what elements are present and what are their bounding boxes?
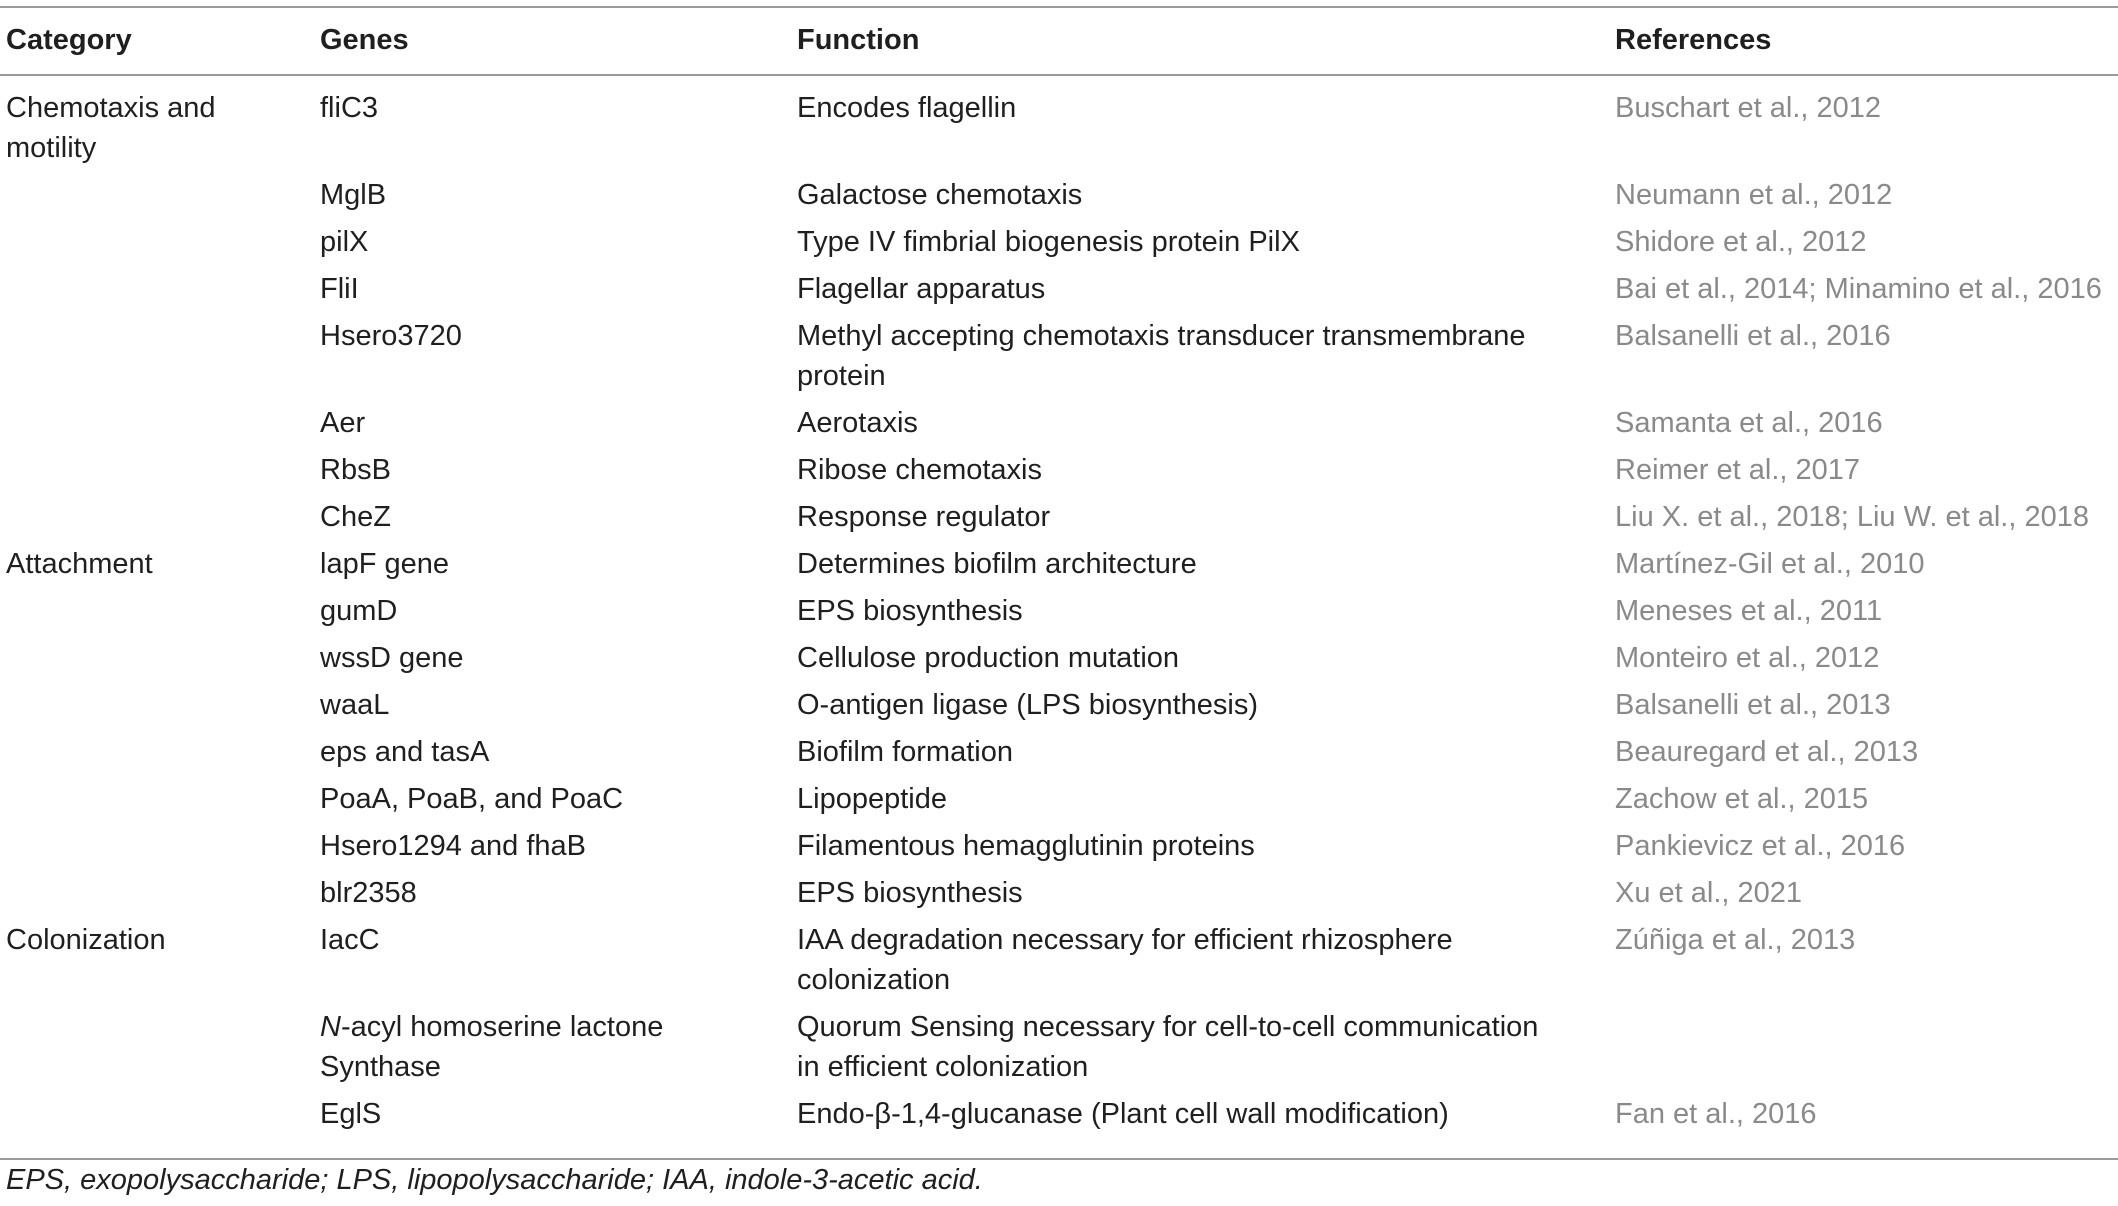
cell-references: Xu et al., 2021 [1615, 877, 1803, 909]
cell-genes [320, 1000, 797, 1087]
bottom-rule [0, 1158, 2118, 1160]
cell-category [0, 772, 320, 819]
genes-text: -acyl homoserine lactone Synthase [320, 1011, 664, 1083]
cell-category: Attachment [6, 548, 153, 580]
cell-function: Encodes flagellin [797, 92, 1017, 124]
cell-references: Zachow et al., 2015 [1615, 783, 1869, 815]
cell-references: Meneses et al., 2011 [1615, 595, 1883, 627]
cell-function: Determines biofilm architecture [797, 548, 1197, 580]
table-body [0, 76, 2118, 1134]
cell-category [0, 819, 320, 866]
cell-category: Chemotaxis and motility [6, 92, 216, 164]
cell-genes: RbsB [320, 454, 391, 486]
header-references: References [1615, 24, 1772, 56]
cell-genes: MglB [320, 179, 387, 211]
cell-genes: Aer [320, 407, 366, 439]
table-row [0, 168, 2118, 215]
cell-references: Pankievicz et al., 2016 [1615, 830, 1906, 862]
cell-function: Quorum Sensing necessary for cell-to-cell communication in efficient colonization [797, 1011, 1539, 1083]
cell-references: Zúñiga et al., 2013 [1615, 924, 1856, 956]
table-row [0, 584, 2118, 631]
header-category: Category [6, 24, 132, 56]
cell-references: Balsanelli et al., 2013 [1615, 689, 1891, 721]
cell-genes: fliC3 [320, 92, 379, 124]
cell-function: Type IV fimbrial biogenesis protein PilX [797, 226, 1300, 258]
cell-references: Monteiro et al., 2012 [1615, 642, 1880, 674]
table-row [0, 866, 2118, 913]
cell-genes: gumD [320, 595, 398, 627]
cell-function: Lipopeptide [797, 783, 947, 815]
table-row [0, 490, 2118, 537]
cell-category [0, 309, 320, 396]
genes-italic-prefix: N [320, 1011, 341, 1043]
cell-function: Galactose chemotaxis [797, 179, 1083, 211]
cell-references: Beauregard et al., 2013 [1615, 736, 1919, 768]
cell-category [0, 1087, 320, 1134]
cell-genes: EglS [320, 1098, 382, 1130]
cell-references: Bai et al., 2014; Minamino et al., 2016 [1615, 273, 2102, 305]
table-footnote: EPS, exopolysaccharide; LPS, lipopolysaccharide; IAA, indole-3-acetic acid. [6, 1164, 983, 1196]
cell-category [0, 678, 320, 725]
cell-function: Methyl accepting chemotaxis transducer transmembrane protein [797, 320, 1526, 392]
table-row [0, 396, 2118, 443]
table-row [0, 1000, 2118, 1087]
cell-category [0, 631, 320, 678]
cell-genes: Hsero1294 and fhaB [320, 830, 587, 862]
cell-genes: PoaA, PoaB, and PoaC [320, 783, 624, 815]
cell-category [0, 866, 320, 913]
cell-genes: Hsero3720 [320, 320, 462, 352]
cell-function: Flagellar apparatus [797, 273, 1046, 305]
cell-genes: blr2358 [320, 877, 417, 909]
cell-genes: lapF gene [320, 548, 449, 580]
cell-references: Liu X. et al., 2018; Liu W. et al., 2018 [1615, 501, 2089, 533]
cell-category [0, 584, 320, 631]
cell-references: Fan et al., 2016 [1615, 1098, 1817, 1130]
cell-function: EPS biosynthesis [797, 877, 1023, 909]
cell-function: Response regulator [797, 501, 1051, 533]
cell-category: Colonization [6, 924, 166, 956]
cell-references: Martínez-Gil et al., 2010 [1615, 548, 1925, 580]
cell-function: Endo-β-1,4-glucanase (Plant cell wall modification) [797, 1098, 1449, 1130]
table-row [0, 913, 2118, 1000]
table-row [0, 309, 2118, 396]
cell-genes: CheZ [320, 501, 391, 533]
cell-function: Aerotaxis [797, 407, 918, 439]
cell-references: Balsanelli et al., 2016 [1615, 320, 1891, 352]
cell-genes: waaL [320, 689, 390, 721]
table-row [0, 631, 2118, 678]
cell-genes: wssD gene [320, 642, 464, 674]
cell-references [1615, 1000, 2118, 1087]
cell-category [0, 1000, 320, 1087]
cell-category [0, 396, 320, 443]
table-row [0, 772, 2118, 819]
cell-references: Reimer et al., 2017 [1615, 454, 1861, 486]
cell-genes: eps and tasA [320, 736, 490, 768]
cell-category [0, 443, 320, 490]
cell-category [0, 490, 320, 537]
cell-function: IAA degradation necessary for efficient rhizosphere colonization [797, 924, 1453, 996]
table-row [0, 215, 2118, 262]
cell-function: Cellulose production mutation [797, 642, 1180, 674]
table-row [0, 443, 2118, 490]
header-genes: Genes [320, 24, 409, 56]
table-row [0, 819, 2118, 866]
cell-category [0, 262, 320, 309]
cell-function: Biofilm formation [797, 736, 1013, 768]
header-function: Function [797, 24, 920, 56]
cell-function: Ribose chemotaxis [797, 454, 1042, 486]
cell-references: Shidore et al., 2012 [1615, 226, 1867, 258]
cell-function: Filamentous hemagglutinin proteins [797, 830, 1255, 862]
table-row [0, 76, 2118, 168]
table-row [0, 1087, 2118, 1134]
table-row [0, 678, 2118, 725]
header-row [0, 0, 2118, 76]
cell-function: EPS biosynthesis [797, 595, 1023, 627]
cell-function: O-antigen ligase (LPS biosynthesis) [797, 689, 1259, 721]
table-row [0, 537, 2118, 584]
cell-genes: IacC [320, 924, 380, 956]
table-row [0, 262, 2118, 309]
cell-category [0, 725, 320, 772]
cell-genes: pilX [320, 226, 369, 258]
cell-references: Buschart et al., 2012 [1615, 92, 1881, 124]
cell-category [0, 168, 320, 215]
cell-category [0, 215, 320, 262]
cell-references: Samanta et al., 2016 [1615, 407, 1883, 439]
cell-references: Neumann et al., 2012 [1615, 179, 1893, 211]
table-row [0, 725, 2118, 772]
cell-genes: FliI [320, 273, 359, 305]
